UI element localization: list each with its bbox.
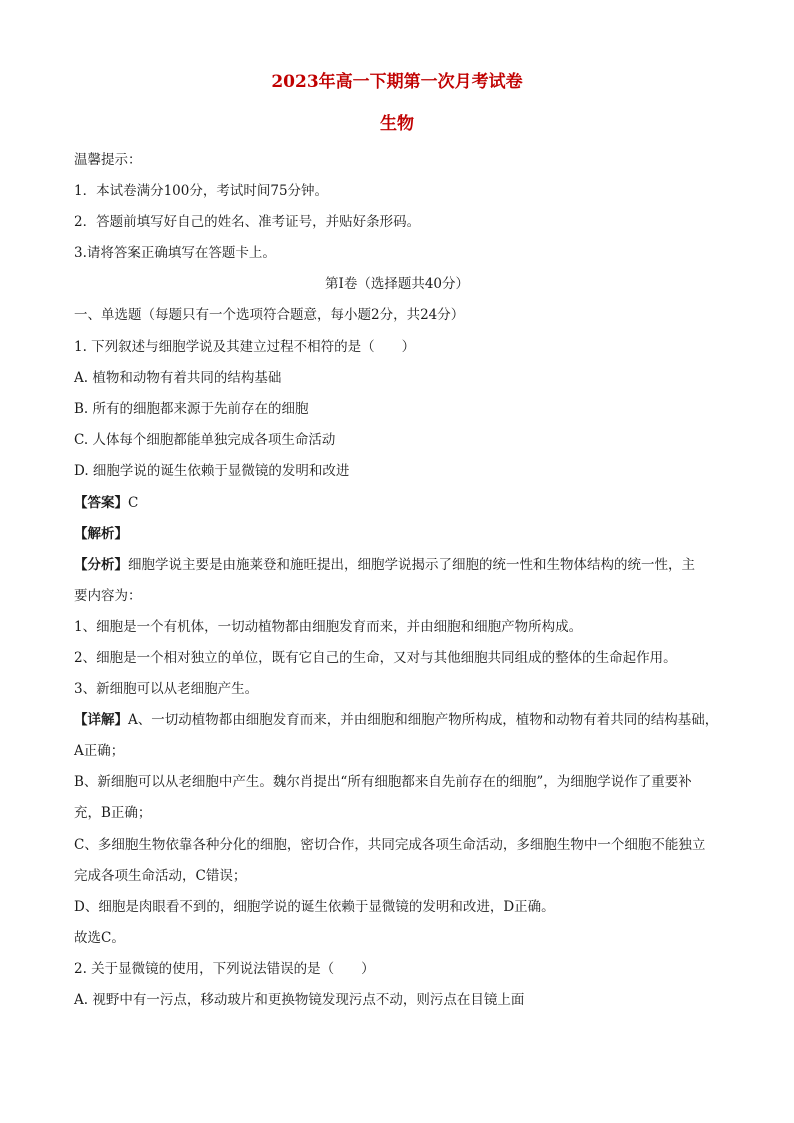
question-2-stem: 2. 关于显微镜的使用，下列说法错误的是（ ） (74, 961, 375, 977)
subject-title: 生物 (380, 114, 414, 134)
detail-line: 完成各项生命活动，C错误； (74, 868, 247, 884)
analysis-line (74, 556, 734, 574)
detail-line: D、细胞是肉眼看不到的，细胞学说的诞生依赖于显微镜的发明和改进，D正确。 (74, 899, 555, 915)
detail-line: 充，B正确； (74, 805, 152, 821)
notice-item: 1．本试卷满分100分，考试时间75分钟。 (74, 183, 329, 199)
analysis-tag: 【解析】 (74, 526, 128, 542)
answer-value: C (128, 495, 139, 511)
detail-line: C、多细胞生物依靠各种分化的细胞，密切合作，共同完成各项生命活动，多细胞生物中一个细胞不能独立 (74, 837, 706, 853)
question-1-option-c: C. 人体每个细胞都能单独完成各项生命活动 (74, 432, 336, 448)
notice-heading: 温馨提示： (74, 152, 142, 168)
detail-line: A正确； (74, 743, 125, 759)
detail-text: A、一切动植物都由细胞发育而来，并由细胞和细胞产物所构成，植物和动物有着共同的结构基础， (128, 712, 719, 728)
notice-item: 2．答题前填写好自己的姓名、准考证号，并贴好条形码。 (74, 214, 421, 230)
fenxi-tag: 【分析】 (74, 557, 128, 573)
conclusion-line: 故选C。 (74, 930, 125, 946)
section-heading: 一、单选题（每题只有一个选项符合题意，每小题2分，共24分） (74, 307, 465, 323)
question-1-option-d: D. 细胞学说的诞生依赖于显微镜的发明和改进 (74, 463, 350, 479)
question-1-option-b: B. 所有的细胞都来源于先前存在的细胞 (74, 401, 309, 417)
analysis-line: 要内容为： (74, 588, 142, 604)
analysis-point: 3、新细胞可以从老细胞产生。 (74, 681, 259, 697)
detail-line: B、新细胞可以从老细胞中产生。魏尔肖提出“所有细胞都来自先前存在的细胞”，为细胞学说作了重要补 (74, 774, 692, 790)
detail-line (74, 711, 734, 729)
fenxi-text: 细胞学说主要是由施莱登和施旺提出，细胞学说揭示了细胞的统一性和生物体结构的统一性，主 (128, 557, 695, 573)
analysis-point: 1、细胞是一个有机体，一切动植物都由细胞发育而来，并由细胞和细胞产物所构成。 (74, 619, 583, 635)
question-2-option-a: A. 视野中有一污点，移动玻片和更换物镜发现污点不动，则污点在目镜上面 (74, 992, 525, 1008)
volume-heading: 第I卷（选择题共40分） (324, 276, 469, 292)
detail-tag: 【详解】 (74, 712, 128, 728)
answer-line (74, 494, 734, 512)
notice-item: 3.请将答案正确填写在答题卡上。 (74, 245, 276, 261)
exam-title: 2023年高一下期第一次月考试卷 (271, 72, 523, 92)
question-1-stem: 1. 下列叙述与细胞学说及其建立过程不相符的是（ ） (74, 339, 416, 355)
answer-tag: 【答案】 (74, 495, 128, 511)
question-1-option-a: A. 植物和动物有着共同的结构基础 (74, 370, 282, 386)
analysis-point: 2、细胞是一个相对独立的单位，既有它自己的生命，又对与其他细胞共同组成的整体的生命起作用。 (74, 650, 677, 666)
